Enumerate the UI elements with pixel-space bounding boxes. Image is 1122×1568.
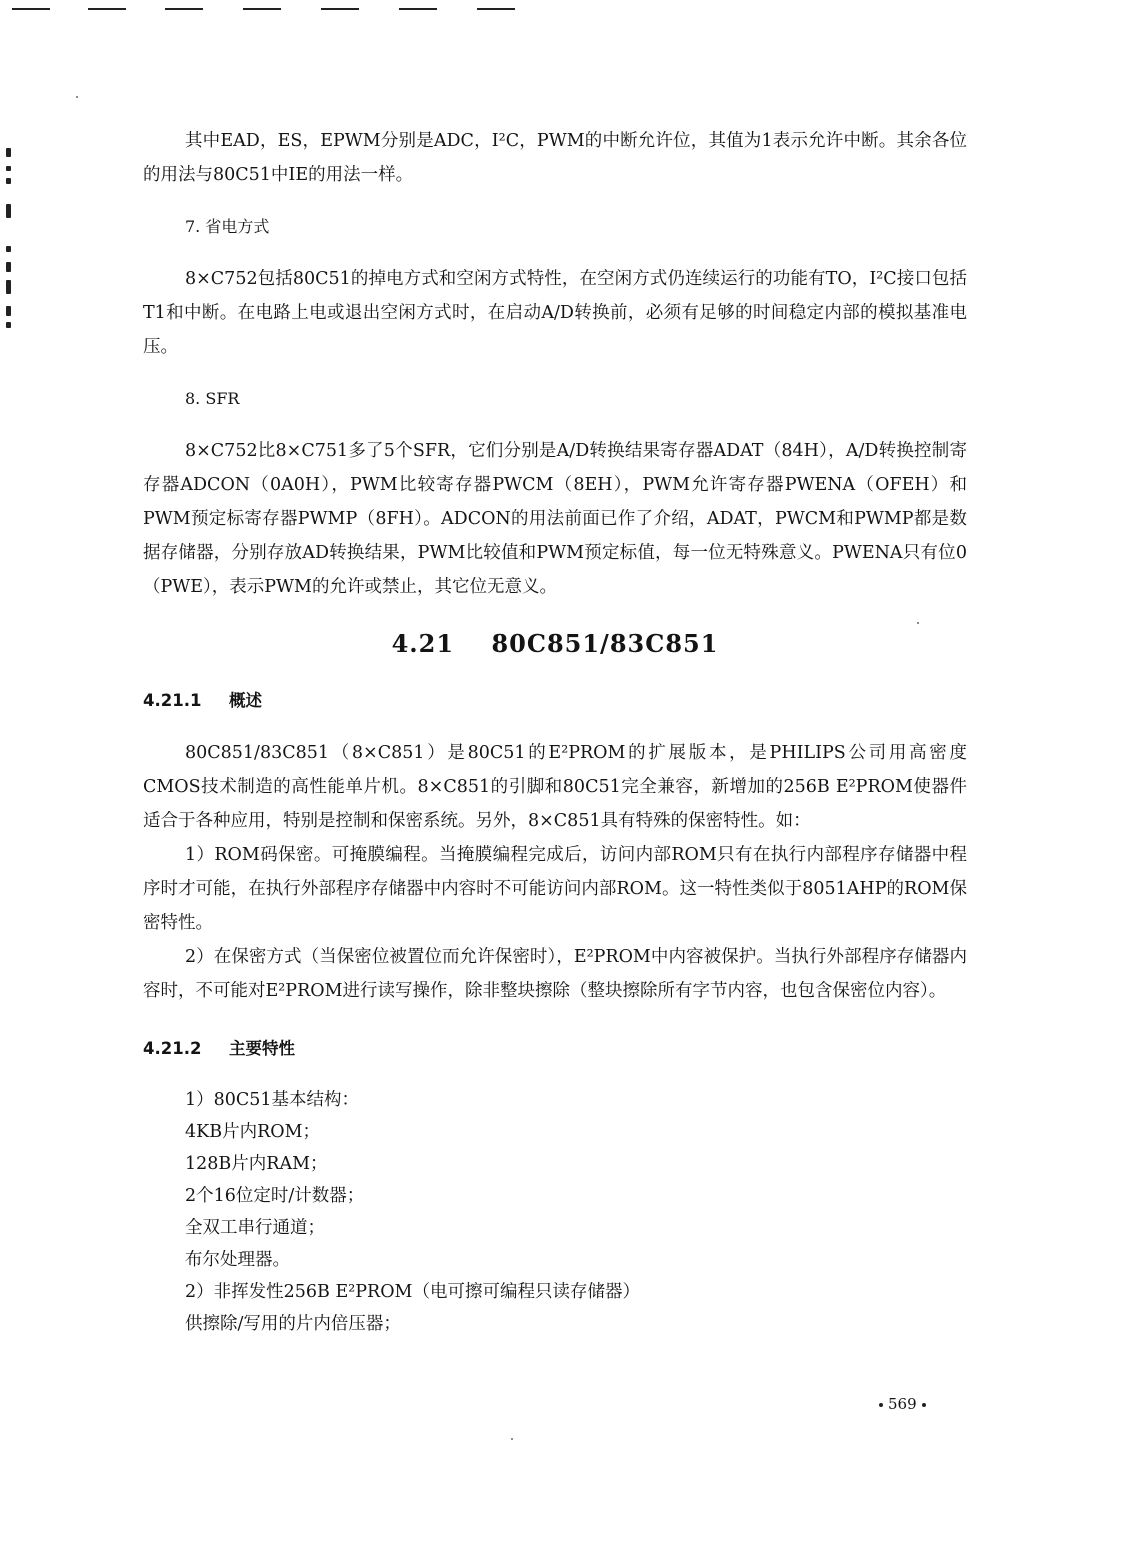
binding-mark — [6, 306, 11, 316]
page-number-dot — [879, 1403, 883, 1407]
paragraph-overview: 80C851/83C851（8×C851）是80C51的E²PROM的扩展版本，是PHILIPS公司用高密度CMOS技术制造的高性能单片机。8×C851的引脚和80C51完全兼容，新增加的256B E²PROM使器件适合于各种应用，特别是控制和保密系统。另外，8×C851具有特殊的保密特性。如： — [143, 743, 967, 831]
feature-line: 1）80C51基本结构： — [185, 1090, 360, 1110]
binding-mark — [6, 204, 11, 218]
feature-line: 128B片内RAM； — [185, 1154, 328, 1174]
binding-mark — [6, 166, 11, 171]
paragraph-interrupt-bits: 其中EAD，ES，EPWM分别是ADC，I²C，PWM的中断允许位，其值为1表示允许中断。其余各位的用法与80C51中IE的用法一样。 — [143, 131, 967, 185]
scan-speck — [511, 1438, 513, 1440]
scan-speck — [76, 96, 78, 98]
top-rule-segment — [399, 8, 437, 10]
paragraph-eeprom-protection: 2）在保密方式（当保密位被置位而允许保密时），E²PROM中内容被保护。当执行外部程序存储器内容时，不可能对E²PROM进行读写操作，除非整块擦除（整块擦除所有字节内容，也包含保密位内容）。 — [143, 947, 967, 1001]
page-number-value: 569 — [888, 1395, 917, 1413]
subsection-number: 4.21.1 — [143, 691, 202, 710]
feature-line: 供擦除/写用的片内倍压器； — [185, 1314, 401, 1334]
feature-list — [143, 1084, 967, 1340]
subsection-features-title — [143, 1032, 967, 1066]
paragraph-power-modes: 8×C752包括80C51的掉电方式和空闲方式特性，在空闲方式仍连续运行的功能有TO，I²C接口包括T1和中断。在电路上电或退出空闲方式时，在启动A/D转换前，必须有足够的时间稳定内部的模拟基准电压。 — [143, 269, 967, 357]
feature-line: 全双工串行通道； — [185, 1218, 325, 1238]
section-title — [143, 616, 967, 672]
paragraph-sfr: 8×C752比8×C751多了5个SFR，它们分别是A/D转换结果寄存器ADAT（84H），A/D转换控制寄存器ADCON（0A0H），PWM比较寄存器PWCM（8EH），PWM允许寄存器PWENA（OFEH）和PWM预定标寄存器PWMP（8FH）。ADCON的用法前面已作了介绍，ADAT，PWCM和PWMP都是数据存储器，分别存放AD转换结果，PWM比较值和PWM预定标值，每一位无特殊意义。PWENA只有位0（PWE），表示PWM的允许或禁止，其它位无意义。 — [143, 441, 967, 597]
feature-line: 2）非挥发性256B E²PROM（电可擦可编程只读存储器） — [185, 1282, 640, 1302]
top-rule-segment — [165, 8, 203, 10]
binding-mark — [6, 280, 11, 294]
top-rule-segment — [243, 8, 281, 10]
subsection-name: 主要特性 — [229, 1039, 295, 1058]
page-number — [874, 1394, 931, 1414]
section-number: 4.21 — [391, 629, 455, 658]
top-rule-segment — [88, 8, 126, 10]
binding-mark — [6, 262, 11, 272]
binding-mark — [6, 148, 11, 157]
subsection-number: 4.21.2 — [143, 1039, 202, 1058]
binding-mark — [6, 246, 11, 252]
binding-mark — [6, 322, 11, 328]
heading-power-saving: 7. 省电方式 — [185, 217, 270, 236]
page-body — [143, 124, 967, 1340]
heading-sfr: 8. SFR — [185, 389, 240, 408]
top-rule-segment — [477, 8, 515, 10]
binding-mark — [6, 178, 11, 184]
feature-line: 布尔处理器。 — [185, 1250, 290, 1270]
subsection-name: 概述 — [229, 691, 262, 710]
feature-line: 2个16位定时/计数器； — [185, 1186, 365, 1206]
subsection-overview-title — [143, 684, 967, 718]
paragraph-rom-protection: 1）ROM码保密。可掩膜编程。当掩膜编程完成后，访问内部ROM只有在执行内部程序存储器中程序时才可能，在执行外部程序存储器中内容时不可能访问内部ROM。这一特性类似于8051AHP的ROM保密特性。 — [143, 845, 967, 933]
top-rule-segment — [12, 8, 50, 10]
section-name: 80C851/83C851 — [491, 629, 719, 658]
page-number-dot — [922, 1403, 926, 1407]
top-rule-segment — [321, 8, 359, 10]
feature-line: 4KB片内ROM； — [185, 1122, 321, 1142]
